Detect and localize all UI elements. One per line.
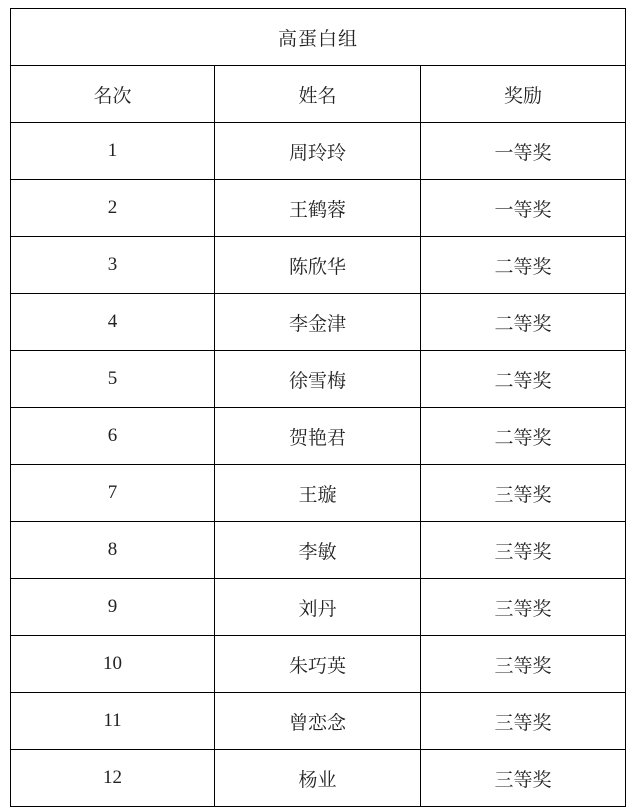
rank-cell: 3 [11, 237, 215, 294]
table-row [11, 579, 626, 636]
rank-cell: 4 [11, 294, 215, 351]
table-row [11, 294, 626, 351]
table-row [11, 750, 626, 807]
table-row [11, 123, 626, 180]
award-cell: 二等奖 [421, 351, 626, 408]
award-cell: 一等奖 [421, 180, 626, 237]
table-row [11, 237, 626, 294]
award-table [10, 8, 626, 807]
award-cell: 三等奖 [421, 579, 626, 636]
header-award: 奖励 [421, 66, 626, 123]
rank-cell: 9 [11, 579, 215, 636]
table-title-row [11, 9, 626, 66]
rank-cell: 12 [11, 750, 215, 807]
award-cell: 二等奖 [421, 237, 626, 294]
award-cell: 二等奖 [421, 294, 626, 351]
rank-cell: 11 [11, 693, 215, 750]
rank-cell: 1 [11, 123, 215, 180]
name-cell: 朱巧英 [215, 636, 421, 693]
header-name: 姓名 [215, 66, 421, 123]
table-row [11, 408, 626, 465]
name-cell: 王鹤蓉 [215, 180, 421, 237]
rank-cell: 7 [11, 465, 215, 522]
name-cell: 曾恋念 [215, 693, 421, 750]
name-cell: 陈欣华 [215, 237, 421, 294]
header-rank: 名次 [11, 66, 215, 123]
award-cell: 一等奖 [421, 123, 626, 180]
rank-cell: 8 [11, 522, 215, 579]
rank-cell: 5 [11, 351, 215, 408]
table-title: 高蛋白组 [11, 9, 626, 66]
award-cell: 三等奖 [421, 750, 626, 807]
table-row [11, 636, 626, 693]
name-cell: 王璇 [215, 465, 421, 522]
award-cell: 三等奖 [421, 693, 626, 750]
table-row [11, 351, 626, 408]
rank-cell: 6 [11, 408, 215, 465]
award-cell: 二等奖 [421, 408, 626, 465]
name-cell: 徐雪梅 [215, 351, 421, 408]
table-row [11, 693, 626, 750]
award-cell: 三等奖 [421, 522, 626, 579]
name-cell: 李金津 [215, 294, 421, 351]
table-header-row [11, 66, 626, 123]
table-row [11, 465, 626, 522]
name-cell: 贺艳君 [215, 408, 421, 465]
name-cell: 李敏 [215, 522, 421, 579]
table-row [11, 522, 626, 579]
rank-cell: 10 [11, 636, 215, 693]
table-row [11, 180, 626, 237]
name-cell: 杨业 [215, 750, 421, 807]
rank-cell: 2 [11, 180, 215, 237]
award-cell: 三等奖 [421, 636, 626, 693]
name-cell: 周玲玲 [215, 123, 421, 180]
name-cell: 刘丹 [215, 579, 421, 636]
award-cell: 三等奖 [421, 465, 626, 522]
